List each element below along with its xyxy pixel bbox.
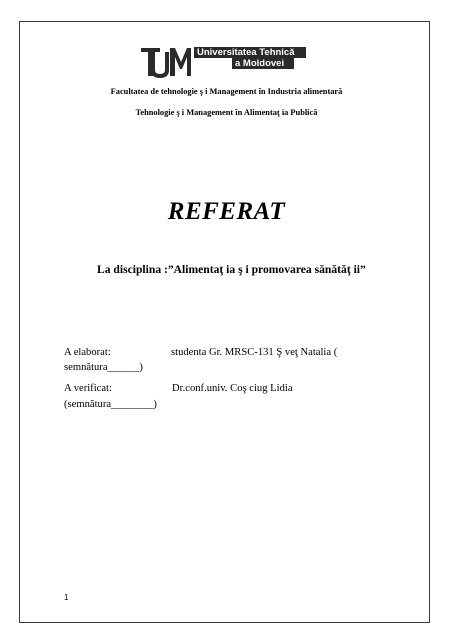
university-logo (136, 40, 336, 84)
document-title: REFERAT (167, 198, 286, 225)
university-name (194, 47, 306, 69)
verified-label: A verificat: (64, 383, 112, 394)
verified-value: Dr.conf.univ. Coş ciug Lidia (172, 383, 293, 394)
elaborated-signature: semnătura______) (64, 362, 143, 373)
specialty-line: Tehnologie ş i Management în Alimentaţ ia Publică (135, 108, 318, 117)
faculty-line: Facultatea de tehnologie ş i Management în Industria alimentară (110, 87, 343, 96)
elaborated-label: A elaborat: (64, 347, 111, 358)
elaborated-value: studenta Gr. MRSC-131 Ş veţ Natalia ( (171, 347, 338, 358)
university-name-line1: Universitatea Tehnică (194, 47, 306, 58)
utm-logo-mark (138, 42, 192, 82)
verified-signature: (semnătura________) (64, 399, 157, 410)
page-number: 1 (64, 593, 69, 602)
discipline-line: La disciplina :”Alimentaţ ia ş i promovarea sănătăţ ii” (97, 263, 366, 276)
university-name-line2: a Moldovei (232, 58, 294, 69)
